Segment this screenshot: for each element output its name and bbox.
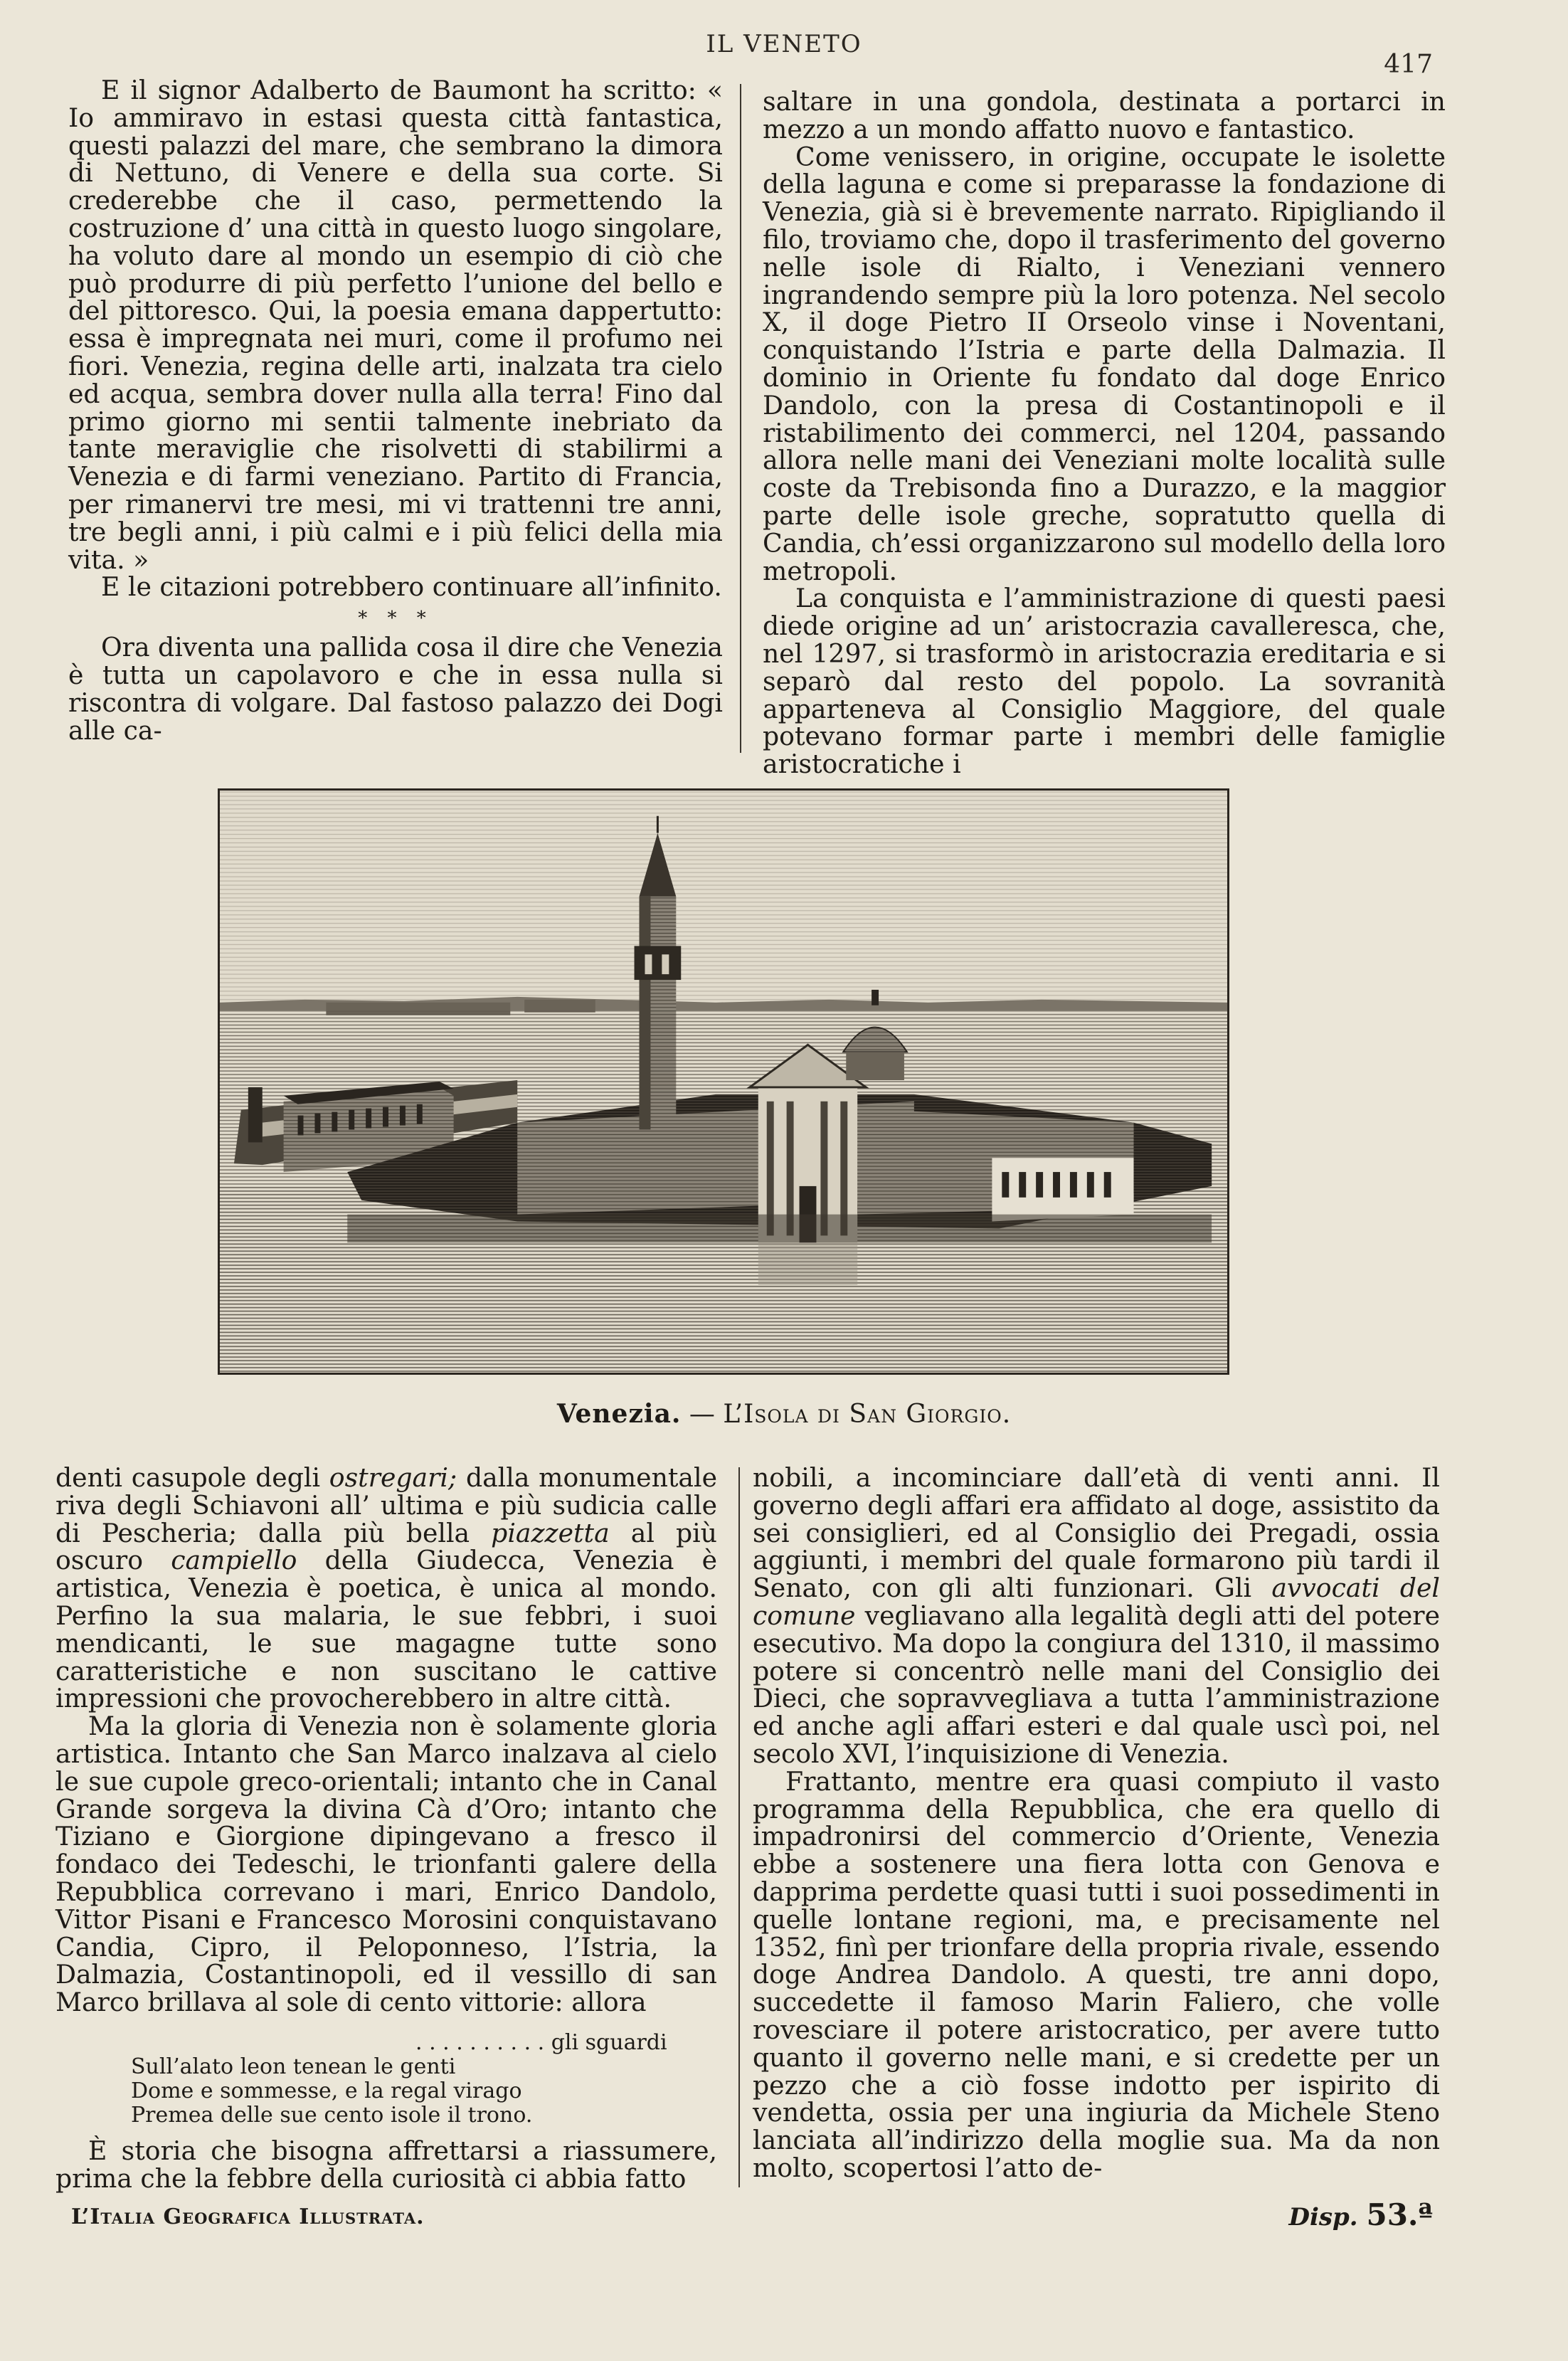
column-rule (740, 84, 741, 753)
dispensa-mark (1288, 2197, 1433, 2232)
caption-dash: — (689, 1400, 715, 1429)
caption-subject: L’Isola di San Giorgio. (723, 1400, 1012, 1429)
figure-caption (0, 1399, 1568, 1429)
text-run: al più oscuro (55, 1517, 717, 1576)
text-run: nobili, a incominciare dall’età di venti anni. Il governo degli affari era affidato al doge, assistito da sei consiglieri, ed al Consiglio dei Pregadi, ossia aggiunti, i membri del quale formarono più tardi il Senato, con gli alti funzionari. Gli (753, 1462, 1440, 1604)
caption-title: Venezia. (556, 1399, 682, 1429)
publication-title: L’Italia Geografica Illustrata. (71, 2204, 425, 2229)
verse-line: . . . . . . . . . . gli sguardi (415, 2029, 667, 2055)
asterism: * * * (358, 608, 433, 630)
paragraph: Ora diventa una pallida cosa il dire che Venezia è tutta un capolavoro e che in essa nulla si riscontra di volgare. Dal fastoso palazzo dei Dogi alle ca- (68, 632, 723, 746)
dispensa-label: Disp. (1288, 2203, 1358, 2231)
paragraph: Ma la gloria di Venezia non è solamente gloria artistica. Intanto che San Marco inalzava al cielo le sue cupole greco-orientali; intanto che in Canal Grande sorgeva la divina Cà d’Oro; intanto che Tiziano e Giorgione dipingevano a fresco il fondaco dei Tedeschi, le trionfanti galere della Repubblica correvano i mari, Enrico Dandolo, Vittor Pisani e Francesco Morosini conquistavano Candia, Cipro, il Peloponneso, l’Istria, la Dalmazia, Costantinopoli, ed il vessillo di san Marco brillava al sole di cento vittorie: allora (55, 1711, 717, 2018)
verse-line: Sull’alato leon tenean le genti (131, 2054, 456, 2079)
engraving-illustration (220, 791, 1227, 1373)
paragraph: E il signor Adalberto de Baumont ha scritto: « Io ammiravo in estasi questa città fantastica, questi palazzi del mare, che sembrano la dimora di Nettuno, di Venere e della sua corte. Si crederebbe che il caso, permettendo la costruzione d’ una città in questo luogo singolare, ha voluto dare al mondo un esempio di ciò che può produrre di più perfetto l’unione del bello e del pittoresco. Qui, la poesia emana dappertutto: essa è impregnata nei muri, come il profumo nei fiori. Venezia, regina delle arti, inalzata tra cielo ed acqua, sembra dover nulla alla terra! Fino dal primo giorno mi sentii talmente inebriato da tante meraviglie che risolvetti di stabilirmi a Venezia e di farmi veneziano. Partito di Francia, per rimanervi tre mesi, mi vi trattenni tre anni, tre begli anni, i più calmi e i più felici della mia vita. » (68, 75, 723, 575)
column-rule (738, 1467, 740, 2187)
column-bottom-right (753, 1464, 1440, 2182)
text-run: denti casupole degli (55, 1462, 329, 1493)
paragraph: E le citazioni potrebbero continuare all’infinito. (101, 571, 722, 603)
italic-term: avvocati del comune (753, 1573, 1440, 1631)
paragraph: Frattanto, mentre era quasi compiuto il vasto programma della Repubblica, che era quello di impadronirsi del commercio d’Oriente, Venezia ebbe a sostenere una fiera lotta con Genova e dapprima perdette quasi tutti i suoi possedimenti in quelle lontane regioni, ma, e precisamente nel 1352, finì per trionfare della propria rivale, essendo doge Andrea Dandolo. A questi, tre anni dopo, succedette il famoso Marin Faliero, che volle rovesciare il potere aristocratico, per avere tutto quanto il governo nelle mani, e si credette per un pezzo che a ciò fosse indotto per ispirito di vendetta, ossia per una ingiuria da Michele Steno lanciata all’indirizzo della moglie sua. Ma da non molto, scopertosi l’atto de- (753, 1765, 1440, 2183)
paragraph: La conquista e l’amministrazione di questi paesi diede origine ad un’ aristocrazia cavalleresca, che, nel 1297, si trasformò in aristocrazia ereditaria e si separò dal resto del popolo. La sovranità apparteneva al Consiglio Maggiore, del quale potevano formar parte i membri delle famiglie aristocratiche i (763, 583, 1446, 780)
verse-quote (131, 2031, 717, 2128)
paragraph (55, 1464, 717, 1713)
text-run: della Giudecca, Venezia è artistica, Venezia è poetica, è unica al mondo. Perfino la sua malaria, le sue febbri, i suoi mendicanti, le sue magagne tutte sono caratteristiche e non suscitano le cattive impressioni che provocherebbero in altre città. (55, 1545, 718, 1714)
italic-term: piazzetta (491, 1517, 610, 1548)
column-bottom-left (55, 1464, 717, 2193)
italic-term: ostregari; (329, 1462, 457, 1493)
running-title: IL VENETO (706, 30, 862, 58)
paragraph (753, 1464, 1440, 1768)
dispensa-number: 53.ª (1366, 2197, 1433, 2232)
column-top-right (763, 88, 1446, 778)
paragraph: È storia che bisogna affrettarsi a riassumere, prima che la febbre della curiosità ci abbia fatto (55, 2135, 717, 2194)
text-run: dalla monumentale riva degli Schiavoni all’ ultima e più sudicia calle di Pescheria; dalla più bella (55, 1462, 717, 1548)
page-number: 417 (1384, 50, 1433, 79)
italic-term: campiello (171, 1545, 297, 1576)
verse-line: Premea delle sue cento isole il trono. (131, 2102, 533, 2128)
text-run: vegliavano alla legalità degli atti del potere esecutivo. Ma dopo la congiura del 1310, il massimo potere si concentrò nelle mani del Consiglio dei Dieci, che sopravvegliava a tutta l’amministrazione ed anche agli affari esteri e dal quale uscì poi, nel secolo XVI, l’inquisizione di Venezia. (753, 1600, 1440, 1769)
column-top-left (68, 77, 723, 744)
paragraph: saltare in una gondola, destinata a portarci in mezzo a un mondo affatto nuovo e fantastico. (763, 86, 1446, 144)
verse-line: Dome e sommesse, e la regal virago (131, 2078, 522, 2103)
engraving-san-giorgio (218, 788, 1229, 1375)
paragraph: Come venissero, in origine, occupate le isolette della laguna e come si preparasse la fondazione di Venezia, già si è brevemente narrato. Ripigliando il filo, troviamo che, dopo il trasferimento del governo nelle isole di Rialto, i Veneziani vennero ingrandendo sempre più la loro potenza. Nel secolo X, il doge Pietro II Orseolo vinse i Noventani, conquistando l’Istria e parte della Dalmazia. Il dominio in Oriente fu fondato dal doge Enrico Dandolo, con la presa di Costantinopoli e il ristabilimento dei commerci, nel 1204, passando allora nelle mani dei Veneziani molte località sulle coste da Trebisonda fino a Durazzo, e la maggior parte delle isole greche, sopratutto quella di Candia, ch’essi organizzarono sul modello della loro metropoli. (763, 141, 1446, 586)
